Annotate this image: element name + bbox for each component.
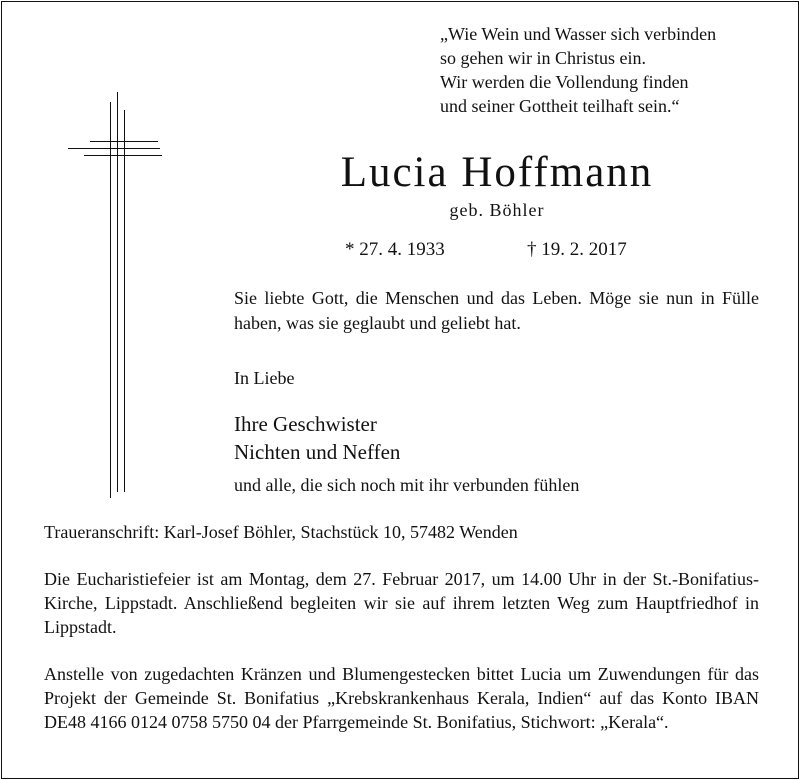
mourner-line: Nichten und Neffen — [234, 440, 401, 464]
funeral-service-info: Die Eucharistiefeier ist am Montag, dem 27. Februar 2017, um 14.00 Uhr in der St.-Bonifatius-Kirche, Lippstadt. Anschließend begleiten wir sie auf ihrem letzten Weg zum Hauptfriedhof in Lippstadt. — [44, 569, 759, 637]
quote-line: so gehen wir in Christus ein. — [440, 48, 646, 68]
mourner-line: Ihre Geschwister — [234, 412, 377, 436]
tribute-text: Sie liebte Gott, die Menschen und das Leben. Möge sie nun in Fülle haben, was sie geglaubt und geliebt hat. — [234, 288, 759, 333]
mourning-address: Traueranschrift: Karl-Josef Böhler, Stachstück 10, 57482 Wenden — [44, 522, 518, 542]
donation-request: Anstelle von zugedachten Kränzen und Blumengestecken bittet Lucia um Zuwendungen für das Projekt der Gemeinde St. Bonifatius „Krebskrankenhaus Kerala, Indien“ auf das Konto IBAN DE48 4166 0124 0758 5750 04 der Pfarrgemeinde St. Bonifatius, Stichwort: „Kerala“. — [44, 664, 759, 732]
maiden-name: geb. Böhler — [449, 200, 545, 220]
quote-line: „Wie Wein und Wasser sich verbinden — [440, 24, 717, 44]
deceased-name: Lucia Hoffmann — [340, 149, 654, 196]
death-date: † 19. 2. 2017 — [527, 239, 627, 260]
quote-line: Wir werden die Vollendung finden — [440, 72, 689, 92]
obituary-notice — [1, 1, 799, 779]
quote-line: und seiner Gottheit teilhaft sein.“ — [440, 96, 680, 116]
closing-phrase: In Liebe — [234, 368, 295, 388]
mourner-line: und alle, die sich noch mit ihr verbunden fühlen — [234, 475, 580, 495]
bible-quote — [440, 22, 716, 118]
birth-date: * 27. 4. 1933 — [345, 239, 445, 260]
